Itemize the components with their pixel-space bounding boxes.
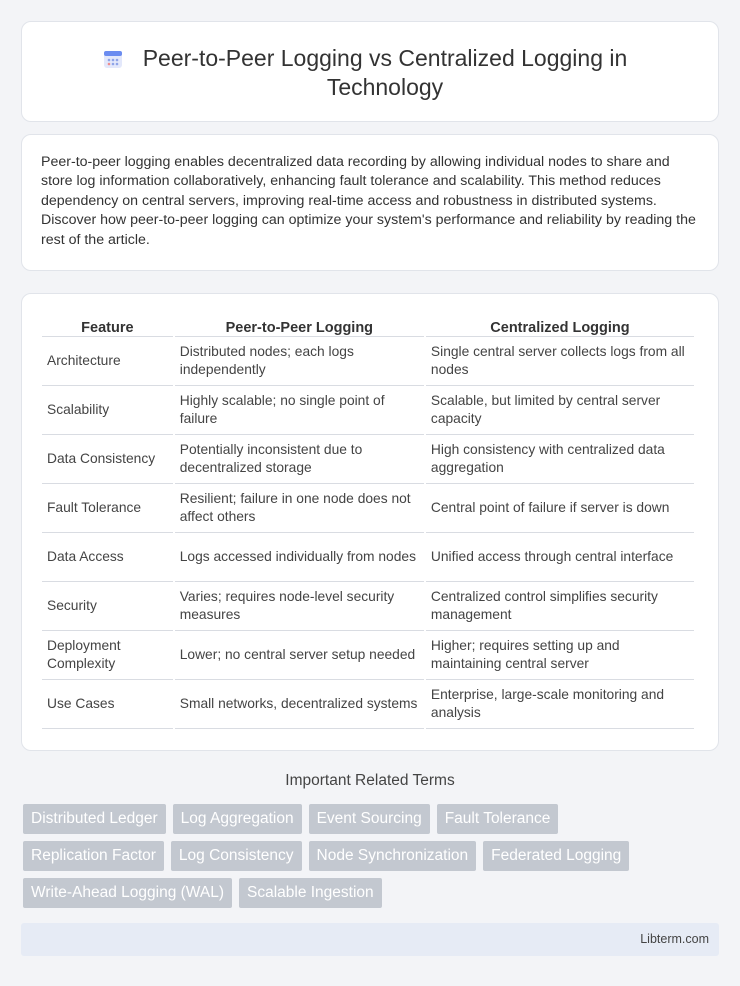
table-header-row [42, 316, 694, 337]
central-cell: Central point of failure if server is down [426, 484, 694, 533]
term-chip-log-aggregation[interactable]: Log Aggregation [173, 804, 302, 834]
related-terms-title: Important Related Terms [285, 772, 455, 789]
central-cell: Enterprise, large-scale monitoring and analysis [426, 680, 694, 729]
page-title: Peer-to-Peer Logging vs Centralized Logging in Technology [142, 45, 628, 100]
feature-cell: Data Consistency [42, 435, 173, 484]
table-row [42, 386, 694, 435]
term-chip-distributed-ledger[interactable]: Distributed Ledger [23, 804, 166, 834]
term-chip-replication-factor[interactable]: Replication Factor [23, 841, 164, 871]
feature-cell: Data Access [42, 533, 173, 582]
footer-site-link[interactable]: Libterm.com [640, 932, 709, 946]
peer-cell: Lower; no central server setup needed [175, 631, 424, 680]
central-cell: Higher; requires setting up and maintaining central server [426, 631, 694, 680]
comparison-table [40, 316, 696, 729]
footer-bar [21, 923, 719, 956]
header-centralized: Centralized Logging [426, 316, 694, 337]
peer-cell: Resilient; failure in one node does not affect others [175, 484, 424, 533]
table-row [42, 337, 694, 386]
term-chip-log-consistency[interactable]: Log Consistency [171, 841, 302, 871]
feature-cell: Use Cases [42, 680, 173, 729]
table-row [42, 435, 694, 484]
table-row [42, 484, 694, 533]
intro-card [21, 134, 719, 271]
peer-cell: Potentially inconsistent due to decentralized storage [175, 435, 424, 484]
term-chip-fault-tolerance[interactable]: Fault Tolerance [437, 804, 559, 834]
title-card [21, 21, 719, 122]
table-row [42, 533, 694, 582]
comparison-table-card [21, 293, 719, 751]
feature-cell: Architecture [42, 337, 173, 386]
peer-cell: Varies; requires node-level security measures [175, 582, 424, 631]
table-row [42, 631, 694, 680]
term-chip-node-synchronization[interactable]: Node Synchronization [309, 841, 477, 871]
central-cell: Scalable, but limited by central server capacity [426, 386, 694, 435]
peer-cell: Highly scalable; no single point of failure [175, 386, 424, 435]
header-feature: Feature [42, 316, 173, 337]
feature-cell: Deployment Complexity [42, 631, 173, 680]
term-chip-scalable-ingestion[interactable]: Scalable Ingestion [239, 878, 382, 908]
peer-cell: Logs accessed individually from nodes [175, 533, 424, 582]
header-peer-to-peer: Peer-to-Peer Logging [175, 316, 424, 337]
feature-cell: Security [42, 582, 173, 631]
term-chip-event-sourcing[interactable]: Event Sourcing [309, 804, 430, 834]
central-cell: Unified access through central interface [426, 533, 694, 582]
central-cell: Centralized control simplifies security management [426, 582, 694, 631]
peer-cell: Distributed nodes; each logs independently [175, 337, 424, 386]
term-chip-write-ahead-logging[interactable]: Write-Ahead Logging (WAL) [23, 878, 232, 908]
table-row [42, 582, 694, 631]
feature-cell: Scalability [42, 386, 173, 435]
term-chip-federated-logging[interactable]: Federated Logging [483, 841, 629, 871]
table-row [42, 680, 694, 729]
related-terms-list [23, 804, 723, 915]
feature-cell: Fault Tolerance [42, 484, 173, 533]
peer-cell: Small networks, decentralized systems [175, 680, 424, 729]
central-cell: Single central server collects logs from all nodes [426, 337, 694, 386]
intro-paragraph: Peer-to-peer logging enables decentralized data recording by allowing individual nodes to share and store log information collaboratively, enhancing fault tolerance and scalability. This method reduces dependency on central servers, improving real-time access and robustness in distributed systems. Discover how peer-to-peer logging can optimize your system's performance and reliability by reading the rest of the article. [41, 154, 696, 248]
central-cell: High consistency with centralized data aggregation [426, 435, 694, 484]
